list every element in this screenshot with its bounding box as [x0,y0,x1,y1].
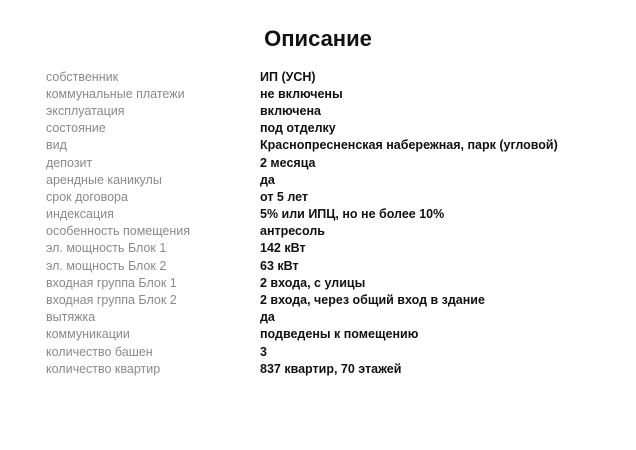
spec-row [46,188,606,205]
spec-row [46,85,606,102]
spec-value: да [260,310,275,325]
spec-value: антресоль [260,224,325,239]
spec-value: 63 кВт [260,258,299,273]
spec-label: собственник [46,69,119,84]
spec-label: депозит [46,155,93,170]
spec-label: коммунальные платежи [46,86,185,101]
spec-value: 2 входа, через общий вход в здание [260,293,485,308]
spec-row [46,291,606,308]
spec-value: под отделку [260,121,336,136]
spec-value: 5% или ИПЦ, но не более 10% [260,207,445,222]
spec-label: эл. мощность Блок 1 [46,241,167,256]
spec-value: 2 месяца [260,155,316,170]
spec-row [46,137,606,154]
spec-row [46,206,606,223]
spec-label: эксплуатация [46,103,125,118]
spec-row [46,326,606,343]
spec-label: эл. мощность Блок 2 [46,258,167,273]
spec-label: вид [46,138,67,153]
spec-label: коммуникации [46,327,130,342]
spec-label: индексация [46,207,114,222]
spec-label: количество квартир [46,361,161,376]
spec-value: 837 квартир, 70 этажей [260,361,402,376]
spec-value: да [260,172,275,187]
spec-row [46,223,606,240]
spec-label: арендные каникулы [46,172,162,187]
spec-label: состояние [46,121,106,136]
spec-value: 3 [260,344,267,359]
spec-value: от 5 лет [260,189,309,204]
spec-label: входная группа Блок 1 [46,275,177,290]
spec-value: Краснопресненская набережная, парк (угловой) [260,138,558,153]
spec-row [46,274,606,291]
spec-value: не включены [260,86,343,101]
page-title: Описание [264,26,372,51]
spec-value: 2 входа, с улицы [260,275,366,290]
spec-value: включена [260,103,321,118]
spec-row [46,257,606,274]
spec-label: вытяжка [46,310,96,325]
spec-row [46,120,606,137]
spec-label: входная группа Блок 2 [46,293,177,308]
spec-label: срок договора [46,189,128,204]
spec-label: особенность помещения [46,224,191,239]
spec-row [46,360,606,377]
spec-row [46,171,606,188]
spec-row [46,68,606,85]
spec-row [46,154,606,171]
spec-row [46,240,606,257]
spec-value: 142 кВт [260,241,306,256]
spec-row [46,309,606,326]
spec-row [46,343,606,360]
spec-value: ИП (УСН) [260,69,316,84]
spec-value: подведены к помещению [260,327,419,342]
spec-list [46,68,606,377]
spec-label: количество башен [46,344,153,359]
spec-row [46,102,606,119]
